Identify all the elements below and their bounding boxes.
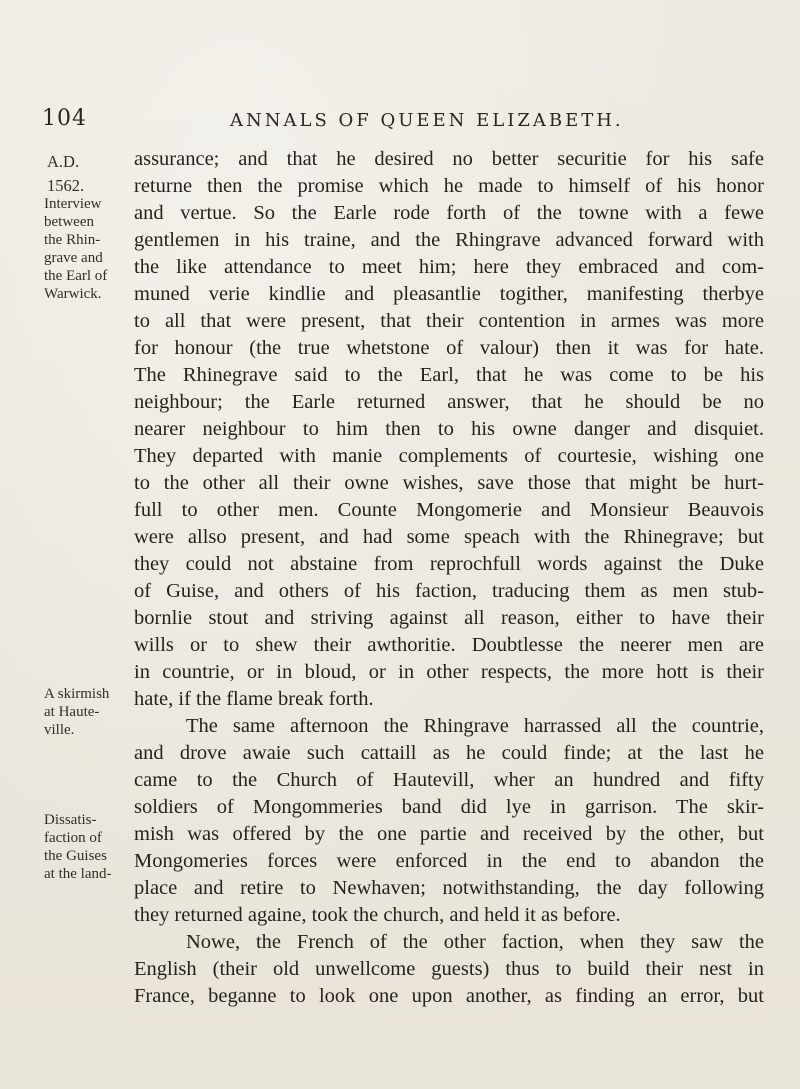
text-line: They departed with manie complements of courtesie, wishing one xyxy=(134,445,764,467)
margin-note-date: A.D. 1562. xyxy=(47,152,85,195)
text-line: France, beganne to look one upon another, as finding an error, but xyxy=(134,985,764,1007)
text-line: of Guise, and others of his faction, traducing them as men stub- xyxy=(134,580,764,602)
margin-note-skirmish: A skirmish at Haute- ville. xyxy=(44,686,110,738)
text-line: for honour (the true whetstone of valour) then it was for hate. xyxy=(134,337,764,359)
text-line: The Rhinegrave said to the Earl, that he was come to be his xyxy=(134,364,764,386)
page-number: 104 xyxy=(42,106,87,131)
text-line: the like attendance to meet him; here they embraced and com- xyxy=(134,256,764,278)
text-line: were allso present, and had some speach with the Rhinegrave; but xyxy=(134,526,764,548)
text-line: in countrie, or in bloud, or in other respects, the more hott is their xyxy=(134,661,764,683)
text-line: Mongomeries forces were enforced in the end to abandon the xyxy=(134,850,764,872)
text-line: neighbour; the Earle returned answer, that he should be no xyxy=(134,391,764,413)
text-line: and drove awaie such cattaill as he could finde; at the last he xyxy=(134,742,764,764)
text-line: came to the Church of Hautevill, wher an hundred and fifty xyxy=(134,769,764,791)
text-line: and vertue. So the Earle rode forth of the towne with a fewe xyxy=(134,202,764,224)
text-line: English (their old unwellcome guests) thus to build their nest in xyxy=(134,958,764,980)
text-line: they could not abstaine from reprochfull words against the Duke xyxy=(134,553,764,575)
text-line: soldiers of Mongommeries band did lye in garrison. The skir- xyxy=(134,796,764,818)
text-line: Nowe, the French of the other faction, when they saw the xyxy=(186,931,764,953)
margin-note-interview: Interview between the Rhin- grave and the Earl of Warwick. xyxy=(44,196,108,302)
text-line: mish was offered by the one partie and received by the other, but xyxy=(134,823,764,845)
text-line: muned verie kindlie and pleasantlie togither, manifesting therbye xyxy=(134,283,764,305)
text-line: nearer neighbour to him then to his owne danger and disquiet. xyxy=(134,418,764,440)
running-title: ANNALS OF QUEEN ELIZABETH. xyxy=(230,110,624,131)
text-line: gentlemen in his traine, and the Rhingrave advanced forward with xyxy=(134,229,764,251)
text-line: to all that were present, that their contention in armes was more xyxy=(134,310,764,332)
text-line: they returned againe, took the church, and held it as before. xyxy=(134,904,621,926)
text-line: place and retire to Newhaven; notwithstanding, the day following xyxy=(134,877,764,899)
text-line: bornlie stout and striving against all reason, either to have their xyxy=(134,607,764,629)
text-line: full to other men. Counte Mongomerie and Monsieur Beauvois xyxy=(134,499,764,521)
text-line: returne then the promise which he made to himself of his honor xyxy=(134,175,764,197)
text-line: wills or to shew their awthoritie. Doubtlesse the neerer men are xyxy=(134,634,764,656)
text-line: The same afternoon the Rhingrave harrassed all the countrie, xyxy=(186,715,764,737)
text-line: to the other all their owne wishes, save those that might be hurt- xyxy=(134,472,764,494)
margin-note-dissatisfaction: Dissatis- faction of the Guises at the land- xyxy=(44,812,112,882)
text-line: hate, if the flame break forth. xyxy=(134,688,374,710)
body-text xyxy=(134,146,764,1010)
text-line: assurance; and that he desired no better securitie for his safe xyxy=(134,148,764,170)
